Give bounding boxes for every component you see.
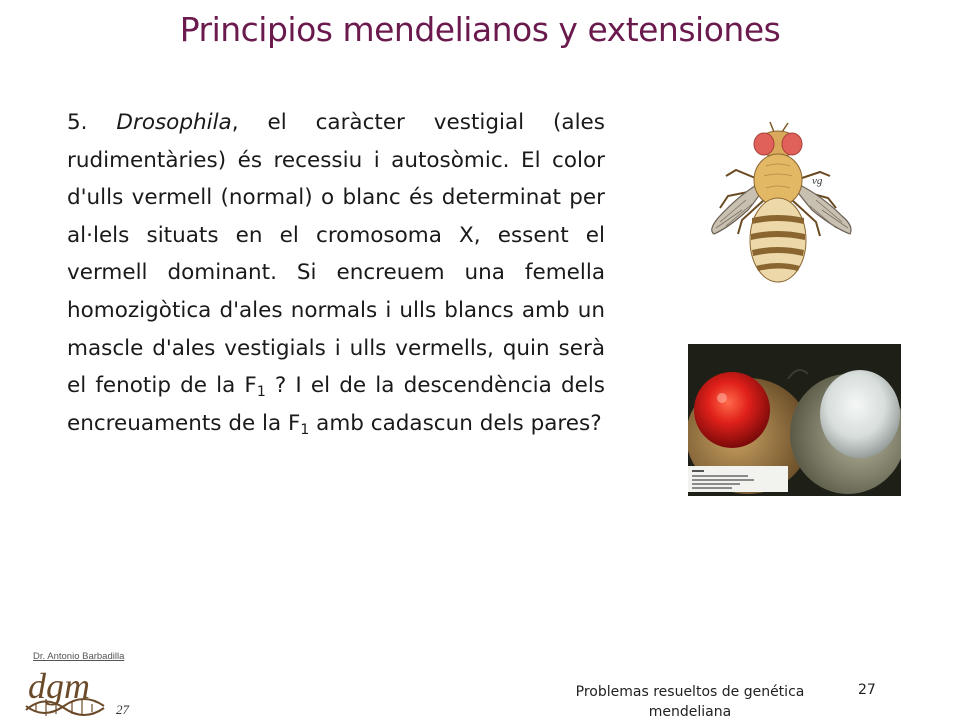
problem-text-part: amb cadascun dels pares? xyxy=(309,410,602,436)
logo-text: dgm xyxy=(28,666,90,706)
f1-subscript: 1 xyxy=(300,421,310,438)
logo-number: 27 xyxy=(116,702,129,717)
white-eye-icon xyxy=(820,370,900,458)
f1-subscript: 1 xyxy=(256,384,266,401)
course-title: Problemas resueltos de genética mendeliana xyxy=(575,684,805,720)
vestigial-fly-illustration xyxy=(698,118,866,290)
vg-label: vg xyxy=(812,175,823,187)
photo-caption xyxy=(688,466,788,492)
species-name: Drosophila xyxy=(116,110,232,135)
slide-title: Principios mendelianos y extensiones xyxy=(179,10,781,49)
problem-text-part: , el caràcter vestigial (ales rudimentàries) és recessiu i autosòmic. El color d'ulls vermell (normal) o blanc és determinat per al·lels situats en el cromosoma X, essent el vermell dominant. Si encreuem una femella homozigòtica d'ales normals i ulls blancs amb un mascle d'ales vestigials i ulls vermells, quin serà el fenotip de la F xyxy=(67,110,605,399)
red-eye-icon xyxy=(694,372,770,448)
problem-text xyxy=(67,104,605,442)
problem-number: 5. xyxy=(67,110,88,135)
author-link[interactable]: Dr. Antonio Barbadilla xyxy=(33,651,125,662)
page-number: 27 xyxy=(858,682,876,698)
problem-text-part: ? I el de la descendència dels encreuaments de la F xyxy=(67,373,605,436)
